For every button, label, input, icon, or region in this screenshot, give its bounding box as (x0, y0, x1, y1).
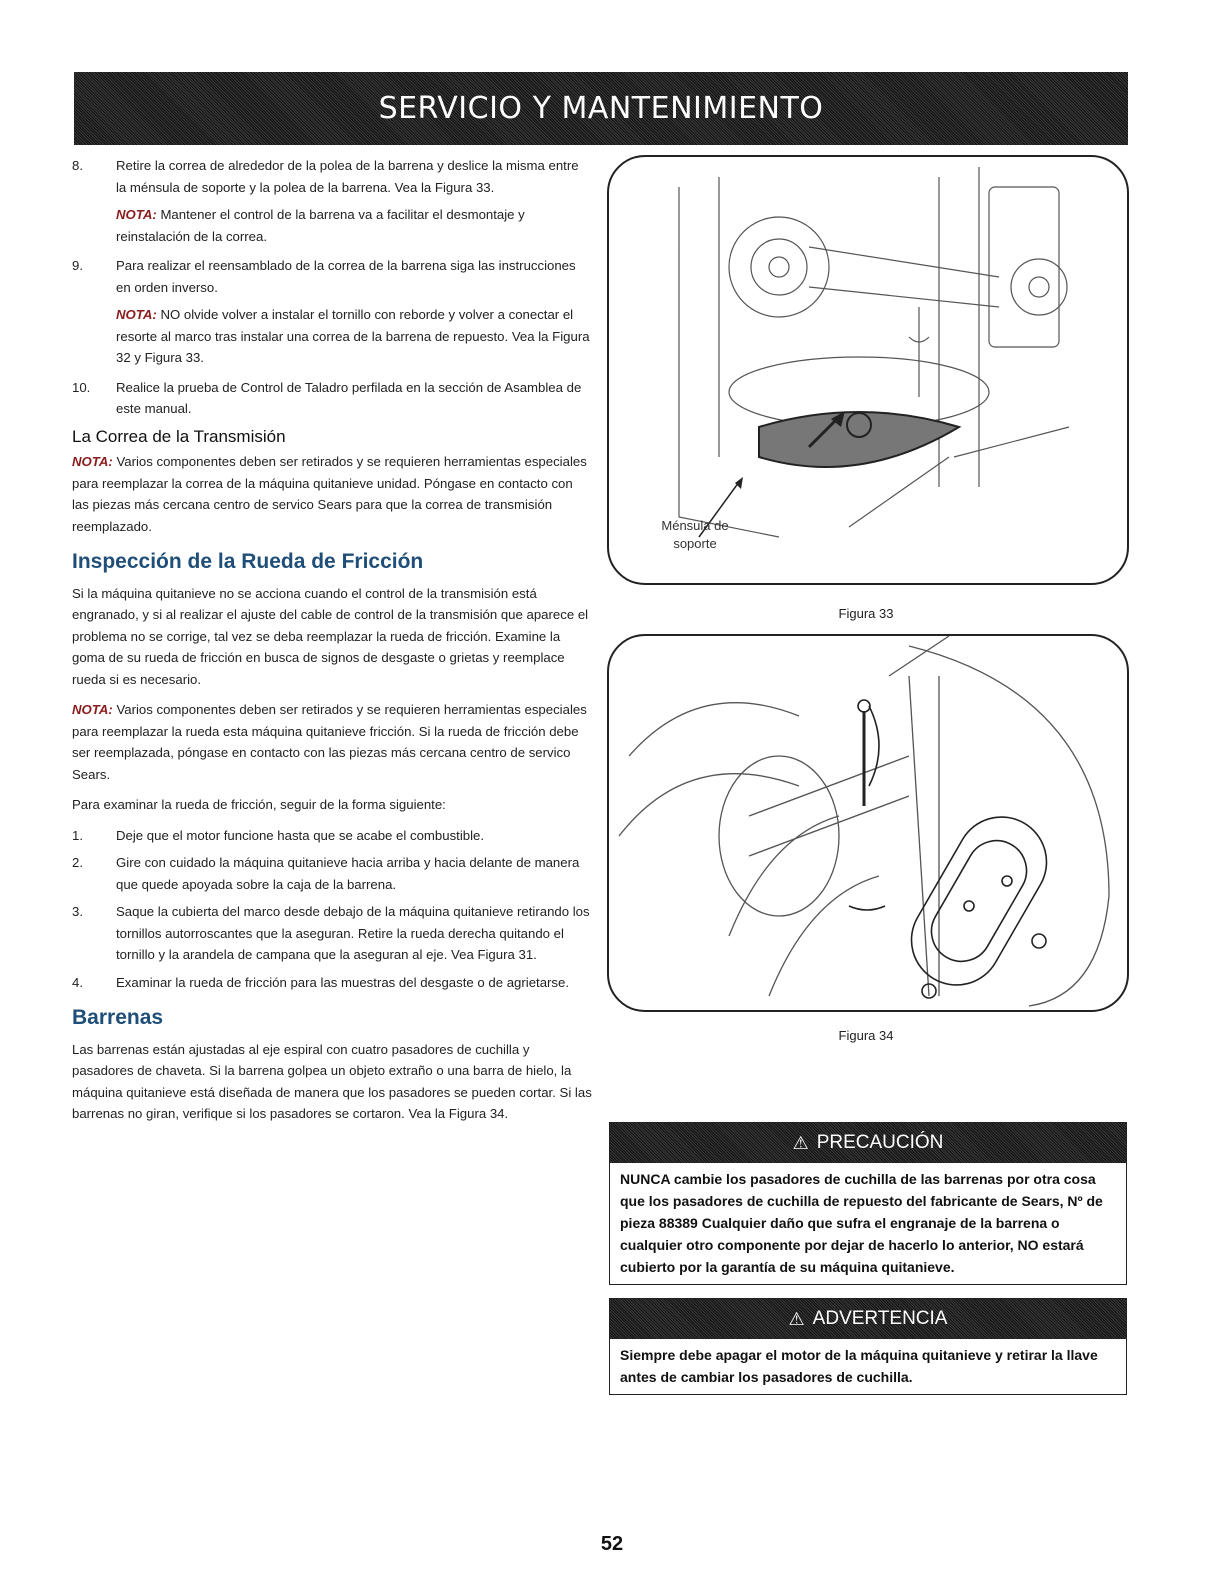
note-text: Mantener el control de la barrena va a facilitar el desmontaje y reinstalación de la correa. (116, 207, 525, 244)
caution-box (609, 1122, 1127, 1285)
figure-34 (607, 634, 1129, 1012)
transmission-heading: La Correa de la Transmisión (72, 426, 286, 446)
step-number: 1. (72, 827, 83, 843)
friction-note (72, 699, 592, 785)
step-number: 10. (72, 379, 91, 395)
friction-step-4 (72, 972, 592, 994)
note-text: Varios componentes deben ser retirados y se requieren herramientas especiales para reemplazar la correa de la máquina quitanieve unidad. Póngase en contacto con las piezas más cercana centro de servico Sears para que la correa de transmisión reemplazado. (72, 454, 587, 534)
caution-header (610, 1123, 1126, 1163)
step-number: 2. (72, 855, 83, 870)
warning-triangle-icon: ⚠ (792, 1132, 809, 1153)
callout-bracket (635, 517, 755, 553)
note-label: NOTA: (116, 207, 157, 222)
friction-step-2 (72, 852, 592, 895)
step-text: Realice la prueba de Control de Taladro perfilada en la sección de Asamblea de este manual. (116, 379, 582, 416)
transmission-note (72, 451, 592, 537)
step-number: 9. (72, 258, 83, 273)
step-text: Examinar la rueda de fricción para las muestras del desgaste o de agrietarse. (116, 974, 570, 990)
callout-line-1: Ménsula de (661, 518, 729, 533)
step-number: 4. (72, 974, 83, 990)
friction-step-1 (72, 825, 592, 847)
note-text: NO olvide volver a instalar el tornillo con reborde y volver a conectar el resorte al marco tras instalar una correa de la barrena de repuesto. Vea la Figura 32 y Figura 33. (116, 307, 590, 365)
step-9 (72, 255, 592, 298)
belt (759, 412, 959, 467)
note-text: Varios componentes deben ser retirados y se requieren herramientas especiales para reemplazar la rueda esta máquina quitanieve fricción. Si la rueda de fricción debe ser reemplazada, póngase en contacto con las piezas más cercana centro de servico Sears. (72, 702, 587, 782)
step-text: Gire con cuidado la máquina quitanieve hacia arriba y hacia delante de manera que quede apoyada sobre la caja de la barrena. (116, 855, 580, 892)
step-text: Retire la correa de alrededor de la polea de la barrena y deslice la misma entre la ménsula de soporte y la polea de la barrena. Vea la Figura 33. (116, 158, 579, 195)
friction-intro: Si la máquina quitanieve no se acciona cuando el control de la transmisión está engranado, y si al realizar el ajuste del cable de control de la transmisión que aparece el problema no se corrige, tal vez se deba reemplazar la rueda de fricción. Examine la goma de su rueda de fricción en busca de signos de desgaste o grietas y reemplace rueda si es necesario. (72, 585, 589, 687)
augers-text: Las barrenas están ajustadas al eje espiral con cuatro pasadores de cuchilla y pasadores de chaveta. Si la barrena golpea un objeto extraño o una barra de hielo, la máquina quitanieve está diseñada de manera que los pasadores se pueden cortar. Si las barrenas no giran, verifique si los pasadores se cortaron. Vea la Figura 34. (72, 1041, 592, 1121)
page-number: 52 (600, 1533, 624, 1555)
caution-title: PRECAUCIÓN (816, 1132, 944, 1153)
step-8-note (116, 204, 592, 247)
augers-heading: Barrenas (72, 1006, 164, 1029)
step-text: Para realizar el reensamblado de la correa de la barrena siga las instrucciones en orden inverso. (116, 258, 576, 295)
callout-line-2: soporte (673, 536, 717, 551)
auger-shear-pin-illustration (609, 636, 1127, 1010)
friction-step-3 (72, 901, 592, 966)
main-text-column (72, 155, 592, 1134)
note-label: NOTA: (72, 454, 113, 469)
step-8 (72, 155, 592, 198)
warning-header (610, 1299, 1126, 1339)
step-text: Deje que el motor funcione hasta que se acabe el combustible. (116, 827, 485, 843)
figure-33-caption: Figura 33 (838, 606, 894, 621)
figure-34-caption: Figura 34 (838, 1028, 894, 1043)
note-label: NOTA: (116, 307, 157, 322)
friction-heading: Inspección de la Rueda de Fricción (72, 550, 424, 573)
step-10 (72, 377, 592, 420)
section-title: SERVICIO Y MANTENIMIENTO (378, 91, 824, 126)
warning-triangle-icon: ⚠ (788, 1308, 805, 1329)
step-text: Saque la cubierta del marco desde debajo de la máquina quitanieve retirando los tornillos autorroscantes que la aseguran. Retire la rueda derecha quitando el tornillo y la arandela de campana que la aseguran al eje. Vea Figura 31. (116, 904, 590, 962)
friction-lead: Para examinar la rueda de fricción, seguir de la forma siguiente: (72, 797, 446, 812)
step-number: 3. (72, 904, 83, 919)
note-label: NOTA: (72, 702, 113, 717)
section-header (74, 72, 1128, 145)
warning-text: Siempre debe apagar el motor de la máquina quitanieve y retirar la llave antes de cambiar los pasadores de cuchilla. (620, 1347, 1098, 1385)
caution-text: NUNCA cambie los pasadores de cuchilla de las barrenas por otra cosa que los pasadores de cuchilla de repuesto del fabricante de Sears, Nº de pieza 88389 Cualquier daño que sufra el engranaje de la barrena o cualquier otro componente por dejar de hacerlo lo anterior, NO estará cubierto por la garantía de su máquina quitanieve. (620, 1171, 1103, 1275)
step-9-note (116, 304, 592, 369)
warning-title: ADVERTENCIA (812, 1308, 948, 1329)
step-number: 8. (72, 158, 83, 173)
warning-box (609, 1298, 1127, 1395)
figure-33 (607, 155, 1129, 585)
